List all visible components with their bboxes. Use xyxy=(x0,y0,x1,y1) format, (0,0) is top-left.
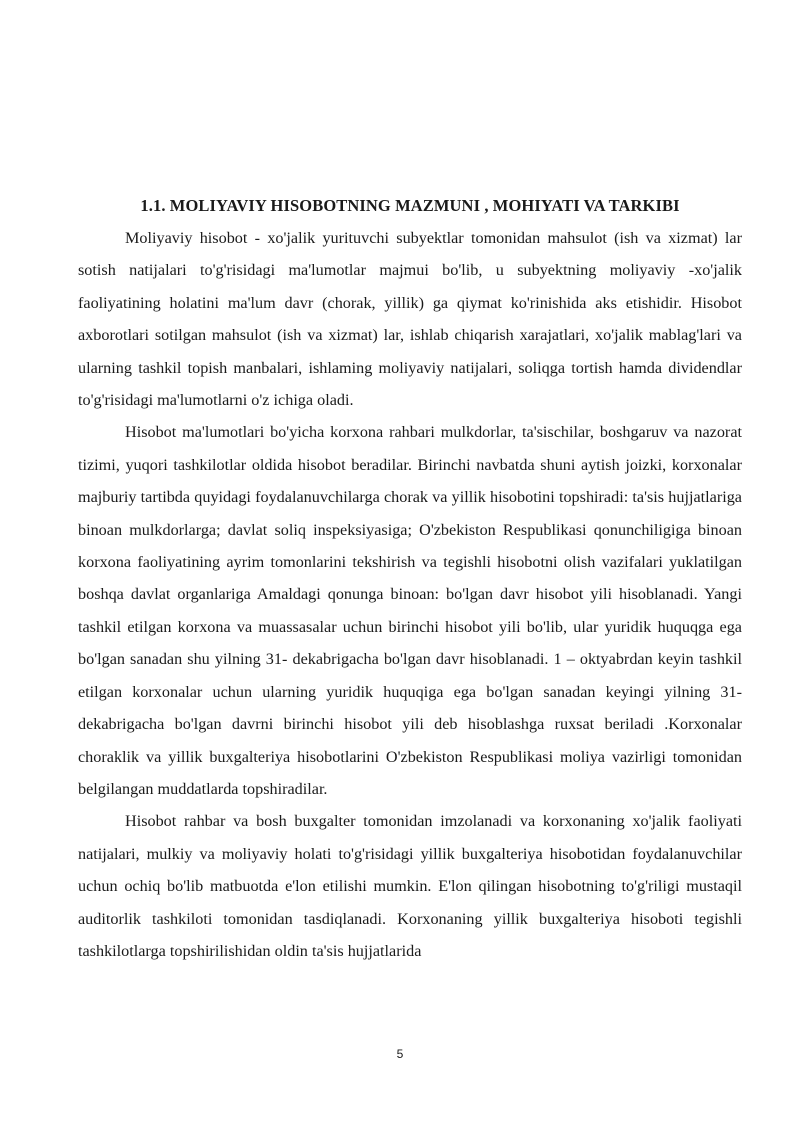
page-number: 5 xyxy=(396,1047,404,1061)
paragraph-2: Hisobot ma'lumotlari bo'yicha korxona rahbari mulkdorlar, ta'sischilar, boshgaruv va nazorat tizimi, yuqori tashkilotlar oldida hisobot beradilar. Birinchi navbatda shuni aytish joizki, korxonalar majburiy tartibda quyidagi foydalanuvchilarga chorak va yillik hisobotini topshiradi: ta'sis hujjatlariga binoan mulkdorlarga; davlat soliq inspeksiyasiga; O'zbekiston Respublikasi qonunchiligiga binoan korxona faoliyatining ayrim tomonlarini tekshirish va tegishli hisobotni olish vazifalari yuklatilgan boshqa davlat organlariga Amaldagi qonunga binoan: bo'lgan davr hisobot yili hisoblanadi. Yangi tashkil etilgan korxona va muassasalar uchun birinchi hisobot yili bo'lib, ular yuridik huquqga ega bo'lgan sanadan shu yilning 31- dekabrigacha bo'lgan davr hisoblanadi. 1 – oktyabrdan keyin tashkil etilgan korxonalar uchun ularning yuridik huquqiga ega bo'lgan sanadan keyingi yilning 31- dekabrigacha bo'lgan davrni birinchi hisobot yili deb hisoblashga ruxsat beriladi .Korxonalar choraklik va yillik buxgalteriya hisobotlarini O'zbekiston Respublikasi moliya vazirligi tomonidan belgilangan muddatlarda topshiradilar. xyxy=(78,423,742,798)
document-body xyxy=(78,193,742,967)
paragraph-3: Hisobot rahbar va bosh buxgalter tomonidan imzolanadi va korxonaning xo'jalik faoliyati natijalari, mulkiy va moliyaviy holati to'g'risidagi yillik buxgalteriya hisobotidan foydalanuvchilar uchun ochiq bo'lib matbuotda e'lon etilishi mumkin. E'lon qilingan hisobotning to'g'riligi mustaqil auditorlik tashkiloti tomonidan tasdiqlanadi. Korxonaning yillik buxgalteriya hisoboti tegishli tashkilotlarga topshirilishidan oldin ta'sis hujjatlarida xyxy=(78,812,742,960)
section-heading: 1.1. MOLIYAVIY HISOBOTNING MAZMUNI , MOHIYATI VA TARKIBI xyxy=(140,196,680,215)
paragraph-1: Moliyaviy hisobot - xo'jalik yurituvchi subyektlar tomonidan mahsulot (ish va xizmat) lar sotish natijalari to'g'risidagi ma'lumotlar majmui bo'lib, u subyektning moliyaviy -xo'jalik faoliyatining holatini ma'lum davr (chorak, yillik) ga qiymat ko'rinishida aks etishidir. Hisobot axborotlari sotilgan mahsulot (ish va xizmat) lar, ishlab chiqarish xarajatlari, xo'jalik mablag'lari va ularning tashkil topish manbalari, ishlaming moliyaviy natijalari, soliqga tortish hamda dividendlar to'g'risidagi ma'lumotlarni o'z ichiga oladi. xyxy=(78,229,742,410)
